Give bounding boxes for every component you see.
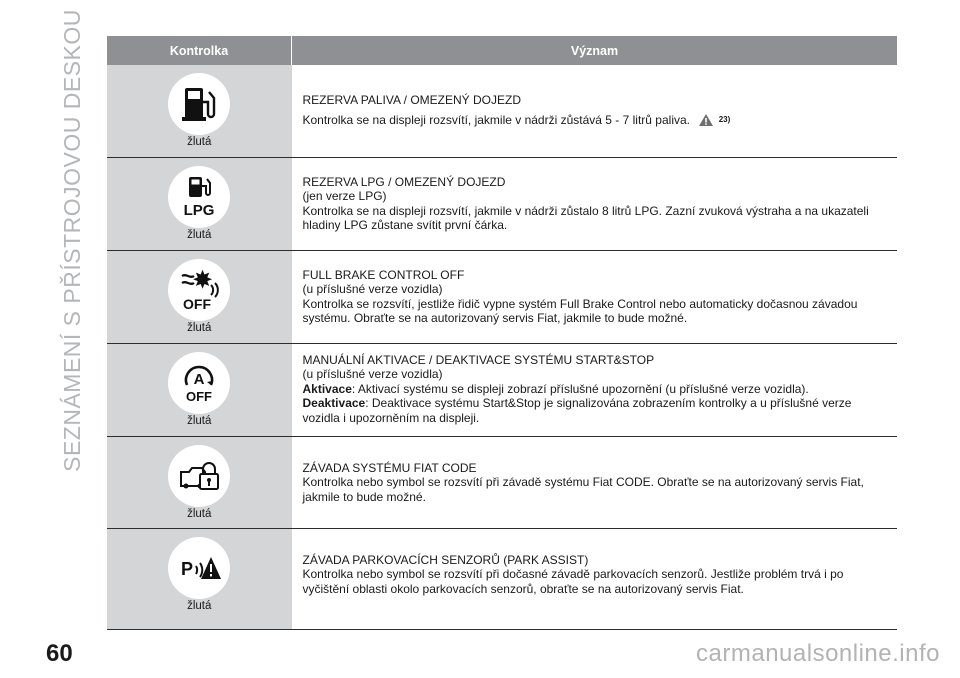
- row-title: FULL BRAKE CONTROL OFF: [302, 267, 465, 282]
- row-title: ZÁVADA PARKOVACÍCH SENZORŮ (PARK ASSIST): [302, 552, 589, 567]
- column-header-kontrolka: Kontrolka: [107, 36, 292, 65]
- meaning-cell: [292, 436, 898, 528]
- table-header-row: [107, 36, 897, 65]
- table-row: [107, 343, 897, 436]
- lpg-fuel-icon: [168, 166, 230, 228]
- chapter-side-title-text: SEZNÁMENÍ S PŘÍSTROJOVOU DESKOU: [58, 8, 85, 472]
- park-assist-icon: [168, 537, 230, 599]
- row-title: REZERVA PALIVA / OMEZENÝ DOJEZD: [302, 93, 521, 107]
- warning-triangle-icon: [699, 114, 713, 126]
- light-color-label: žlutá: [187, 136, 212, 148]
- chapter-side-title: [52, 8, 92, 472]
- meaning-cell: [292, 343, 898, 436]
- row-activation: [303, 382, 892, 397]
- icon-letter-p: P: [181, 558, 194, 579]
- row-deactivation: [303, 396, 892, 425]
- light-color-label: žlutá: [187, 507, 212, 520]
- row-variant-note: (jen verze LPG): [302, 189, 387, 203]
- meaning-cell: [292, 157, 898, 250]
- icon-cell: [107, 250, 292, 343]
- table-row: [107, 157, 897, 250]
- footnote-ref: 23): [718, 115, 731, 125]
- fuel-pump-icon: [168, 73, 230, 135]
- icon-off-text: OFF: [183, 295, 212, 312]
- row-title: REZERVA LPG / OMEZENÝ DOJEZD: [302, 174, 506, 189]
- table-row: [107, 528, 897, 629]
- row-description: Kontrolka se na displeji rozsvítí, jakmile v nádrži zůstává 5 - 7 litrů paliva.: [302, 112, 690, 127]
- row-variant-note: (u příslušné verze vozidla): [302, 367, 443, 381]
- light-color-label: žlutá: [187, 321, 212, 334]
- brake-control-off-icon: [168, 259, 230, 321]
- deactivation-label: Deaktivace: [302, 396, 366, 410]
- row-description: Kontrolka nebo symbol se rozsvítí při závadě systému Fiat CODE. Obraťte se na autorizovaný servis Fiat, jakmile to bude možné.: [302, 475, 864, 504]
- table-row: [107, 65, 897, 157]
- table-row: [107, 250, 897, 343]
- page-number: 60: [46, 640, 73, 667]
- meaning-cell: [292, 250, 898, 343]
- watermark: carmanualsonline.info: [696, 640, 940, 667]
- icon-letter-a: A: [193, 370, 205, 388]
- fiat-code-icon: [168, 445, 230, 507]
- meaning-cell: [292, 528, 898, 629]
- row-variant-note: (u příslušné verze vozidla): [302, 282, 443, 296]
- column-header-vyznam: Význam: [292, 36, 898, 65]
- meaning-cell: [292, 65, 898, 157]
- icon-cell: [107, 436, 292, 528]
- row-title: MANUÁLNÍ AKTIVACE / DEAKTIVACE SYSTÉMU START&STOP: [302, 352, 655, 367]
- warning-lights-table: [107, 36, 897, 630]
- svg-text:LPG: LPG: [183, 201, 215, 219]
- row-description: Kontrolka se na displeji rozsvítí, jakmile v nádrži zůstalo 8 litrů LPG. Zazní zvuková výstraha a na ukazateli hladiny LPG zůstane svítit první čárka.: [302, 203, 869, 232]
- table-row: [107, 436, 897, 528]
- icon-cell: [107, 528, 292, 629]
- light-color-label: žlutá: [187, 599, 212, 612]
- start-stop-off-icon: [168, 352, 230, 414]
- light-color-label: žlutá: [187, 414, 212, 427]
- icon-off-text: OFF: [186, 388, 213, 404]
- activation-label: Aktivace: [302, 381, 352, 396]
- activation-text: : Aktivací systému se displeji zobrazí příslušné upozornění (u příslušné verze vozidla).: [351, 381, 809, 396]
- icon-cell: [107, 65, 292, 157]
- row-title: ZÁVADA SYSTÉMU FIAT CODE: [302, 460, 477, 475]
- row-description: Kontrolka nebo symbol se rozsvítí při dočasné závadě parkovacích senzorů. Jestliže problém trvá i po vyčištění oblasti okolo parkovacích senzorů, obraťte se na autorizovaný servis Fiat.: [302, 567, 844, 596]
- icon-cell: [107, 343, 292, 436]
- deactivation-text: : Deaktivace systému Start&Stop je signalizována zobrazením kontrolky a u příslušné verze vozidla i upozorněním na displeji.: [302, 396, 852, 425]
- icon-cell: [107, 157, 292, 250]
- row-description: Kontrolka se rozsvítí, jestliže řidič vypne systém Full Brake Control nebo automaticky dočasnou závadou systému. Obraťte se na autorizovaný servis Fiat, jakmile to bude možné.: [302, 296, 858, 325]
- light-color-label: žlutá: [187, 228, 212, 241]
